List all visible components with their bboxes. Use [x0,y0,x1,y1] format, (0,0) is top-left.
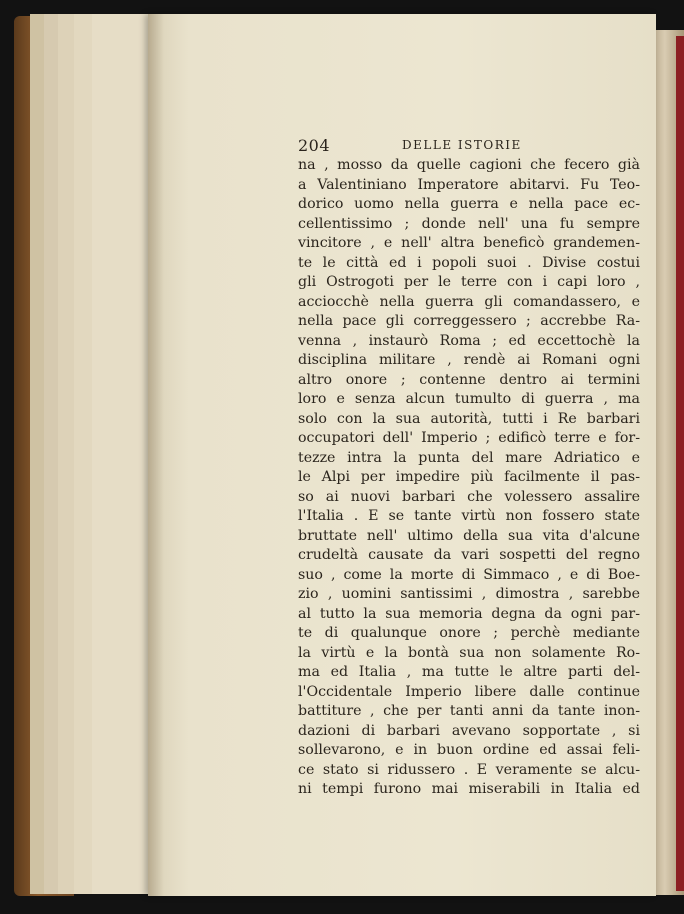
text-line: battiture , che per tanti anni da tante inon- [298,703,640,719]
text-line: venna , instaurò Roma ; ed eccettochè la [298,332,640,349]
text-line: so ai nuovi barbari che volessero assalire [298,488,640,505]
text-line: la virtù e la bontà sua non solamente Ro- [298,644,640,661]
text-line: sollevarono, e in buon ordine ed assai feli- [298,742,640,758]
text-line: te di qualunque onore ; perchè mediante [298,625,640,641]
text-line: solo con la sua autorità, tutti i Re barbari [298,410,640,427]
text-line: na , mosso da quelle cagioni che fecero già [298,157,640,173]
text-line: a Valentiniano Imperatore abitarvi. Fu Teo- [298,176,640,193]
text-line: cellentissimo ; donde nell' una fu sempre [298,215,640,232]
text-line: zio , uomini santissimi , dimostra , sarebbe [298,586,640,602]
body-text [298,156,640,800]
text-line: altro onore ; contenne dentro ai termini [298,371,640,388]
text-line: crudeltà causate da vari sospetti del regno [298,547,640,563]
text-line: gli Ostrogoti per le terre con i capi loro , [298,274,640,290]
text-line: ce stato si ridussero . E veramente se alcu- [298,761,640,778]
text-line: tezze intra la punta del mare Adriatico e [298,449,640,466]
text-line: dazioni di barbari avevano sopportate , si [298,722,640,739]
text-line: suo , come la morte di Simmaco , e di Boe- [298,566,640,583]
text-line: le Alpi per impedire più facilmente il pas- [298,469,640,485]
text-line: l'Occidentale Imperio libere dalle continue [298,683,640,700]
text-line: bruttate nell' ultimo della sua vita d'alcune [298,527,640,544]
text-line: ni tempi furono mai miserabili in Italia ed [298,781,640,797]
text-line: l'Italia . E se tante virtù non fossero state [298,508,640,524]
running-head: DELLE ISTORIE [402,138,522,152]
page-number: 204 [298,136,331,155]
text-line: ma ed Italia , ma tutte le altre parti del- [298,664,640,680]
text-line: disciplina militare , rendè ai Romani ogni [298,352,640,368]
text-line: occupatori dell' Imperio ; edificò terre e for- [298,430,640,446]
text-line: dorico uomo nella guerra e nella pace ec- [298,196,640,212]
text-line: te le città ed i popoli suoi . Divise costui [298,254,640,271]
page-gutter-shadow [148,14,164,896]
text-line: al tutto la sua memoria degna da ogni par- [298,605,640,622]
text-line: nella pace gli correggessero ; accrebbe Ra- [298,313,640,329]
text-line: vincitore , e nell' altra beneficò grandemen- [298,235,640,251]
page-header [298,136,640,156]
text-line: loro e senza alcun tumulto di guerra , ma [298,391,640,407]
text-line: acciocchè nella guerra gli comandassero, e [298,293,640,310]
book-cover-edge [676,36,684,891]
